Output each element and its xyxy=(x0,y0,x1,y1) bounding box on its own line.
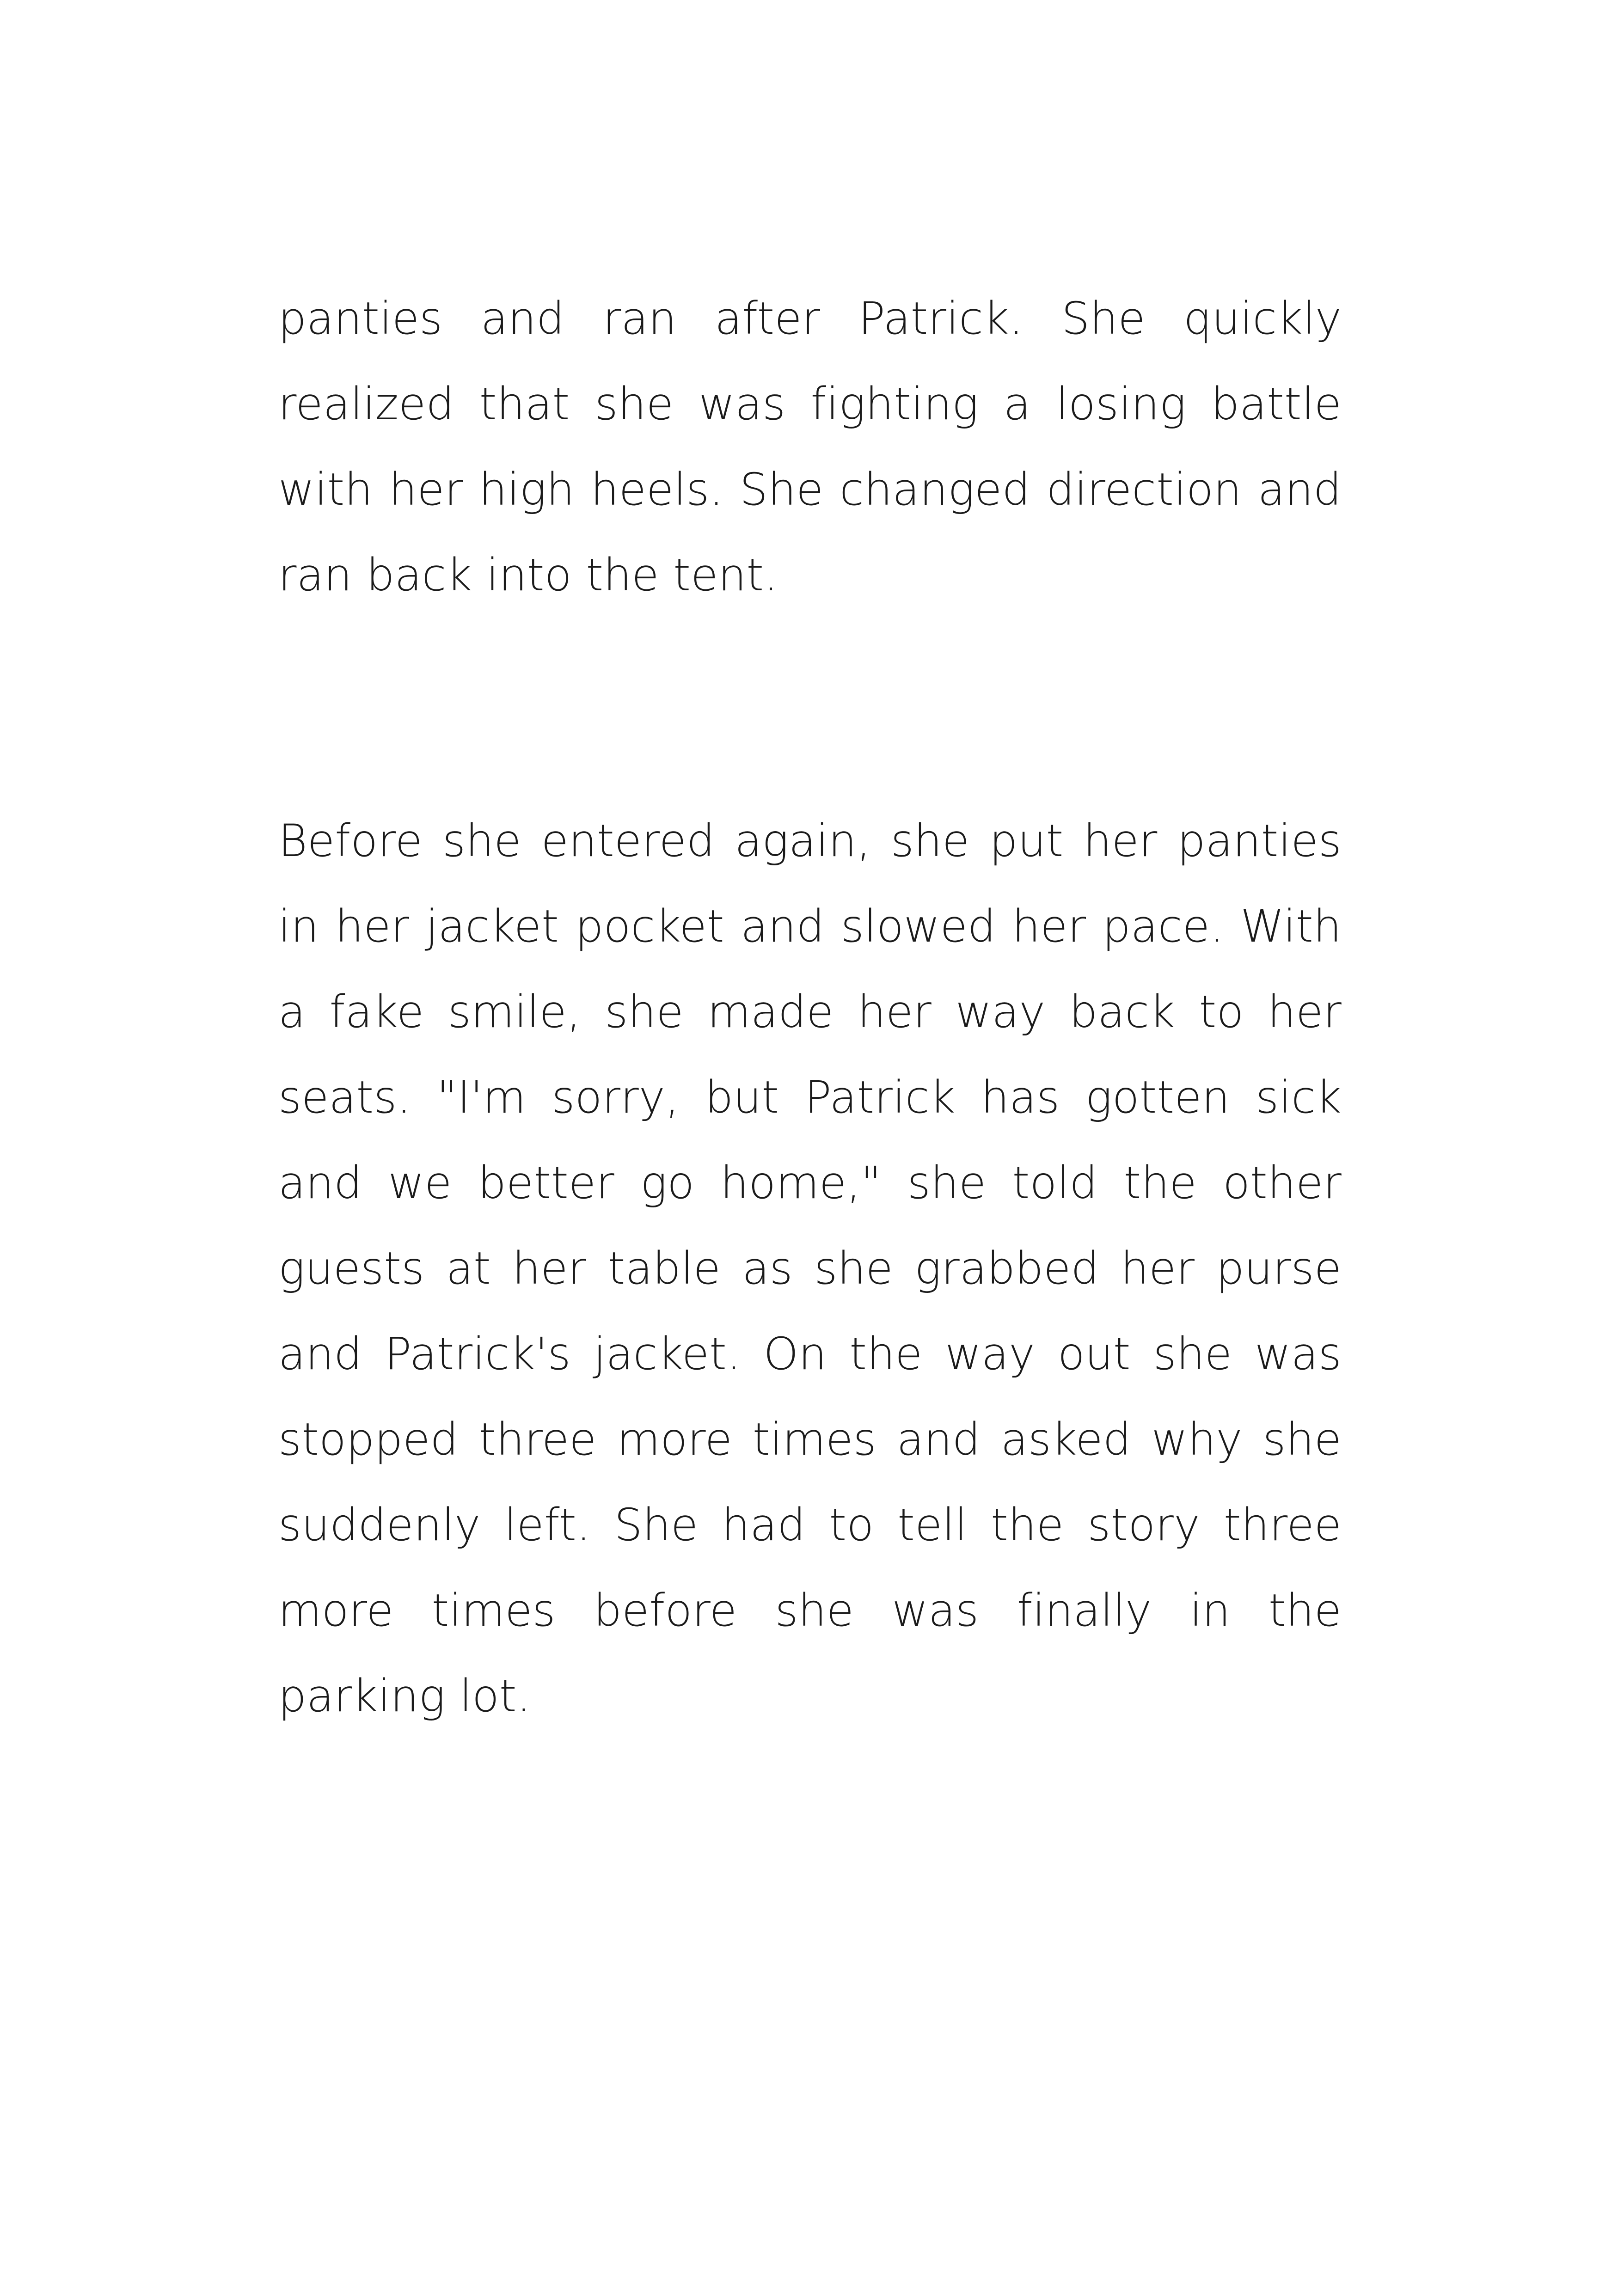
paragraph-2: Before she entered again, she put her panties in her jacket pocket and slowed her pace. With a fake smile, she made her way back to her seats. "I'm sorry, but Patrick has gotten sick and we better go home," she told the other guests at her table as she grabbed her purse and Patrick's jacket. On the way out she was stopped three more times and asked why she suddenly left. She had to tell the story three more times before she was finally in the parking lot. xyxy=(278,815,1342,1722)
paragraph-1: panties and ran after Patrick. She quickly realized that she was fighting a losing battle with her high heels. She changed direction and ran back into the tent. xyxy=(278,293,1342,601)
